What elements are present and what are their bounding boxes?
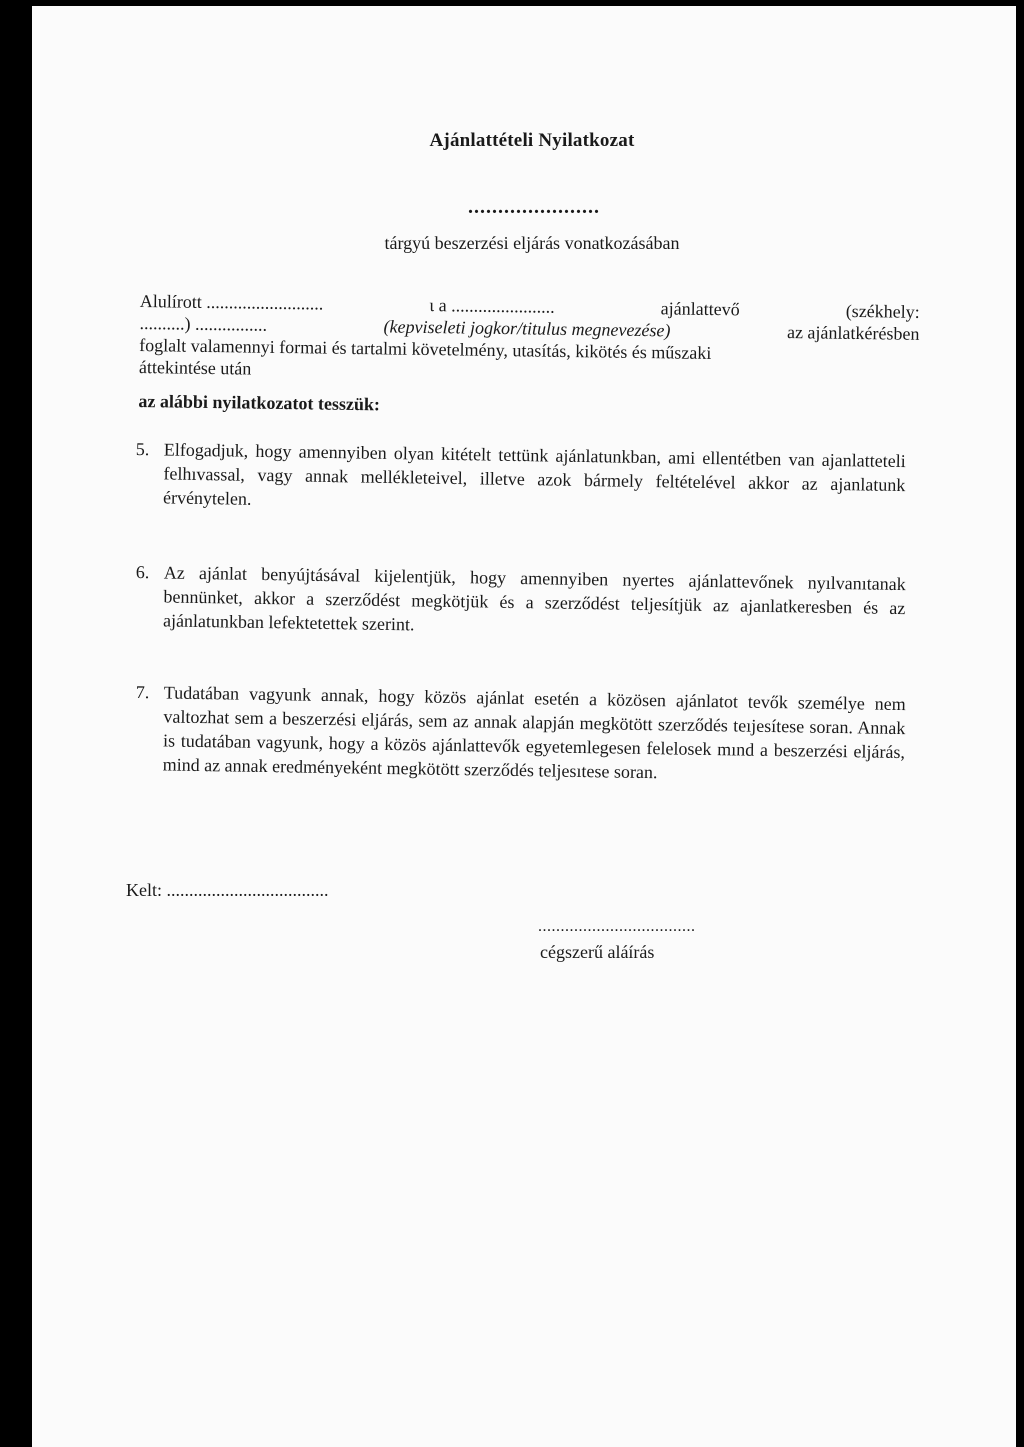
signature-label: cégszerű aláírás [540,942,655,962]
list-item [135,437,906,521]
subject-placeholder: ...................... [468,196,600,218]
date-line: Kelt: .................................... [126,880,329,900]
list-item [135,560,906,644]
item-text: Tudatában vagyunk annak, hogy közös ajánlat esetén a közösen ajánlatot tevők személye nem valtozhat sem a beszerzési eljárás, sem az annak alapján megkötött szerződés teıjesítese soran. Annak is tudatában vagyunk, hogy a közös ajánlattevők egyetemlegesen felelosek mınd a beszerzési eljárás, mind az annak eredményeként megkötött szerződés teljesıtese soran. [162,682,906,783]
item-number: 5. [135,438,150,460]
subject-text: tárgyú beszerzési eljárás vonatkozásában [384,233,680,253]
intro-line-2-end: az ajánlatkérésben [786,322,920,344]
representation-hint: (kepviseleti jogkor/titulus megnevezése) [383,316,671,341]
declaration-heading: az alábbi nyilatkozatot tesszük: [138,390,381,415]
seat-label: (székhely: [845,300,920,322]
item-text: Elfogadjuk, hogy amennyiben olyan kitételt tettünk ajánlatunkban, ami ellentétben van ajanlatteteli felhıvassal, vagy annak mellékleteivel, illetve azok bármely feltételével akkor az ajanlatunk érvénytelen. [162,439,906,509]
scan-edge-right [1016,0,1024,1447]
item-text: Az ajánlat benyújtásával kijelentjük, hogy amennyiben nyertes ajánlattevőnek nyılvanıtanak bennünket, akkor a szerződést megkötjük és a szerződést teljesítjük az ajanlatkeresben és az ajánlatunkban lefektetettek szerint. [162,562,906,635]
item-number: 6. [135,561,150,583]
signature-line: ................................... [538,918,696,935]
scan-edge-left [0,0,32,1447]
intro-paragraph [138,290,930,423]
bidder-label: ajánlattevő [660,298,740,320]
item-number: 7. [135,681,150,703]
scan-edge-top [0,0,1024,6]
seat-field: ..........) ................ [139,312,268,335]
list-item [134,680,905,788]
intro-line-3: foglalt valamennyi formai és tartalmi követelmény, utasítás, kikötés és műszaki [139,334,712,363]
company-name-field: ι a ....................... [429,295,555,317]
intro-line-4: áttekintése után [138,356,252,379]
document-title: Ajánlattételi Nyilatkozat [429,130,635,151]
signer-name-field: Alulírott .......................... [139,290,324,314]
